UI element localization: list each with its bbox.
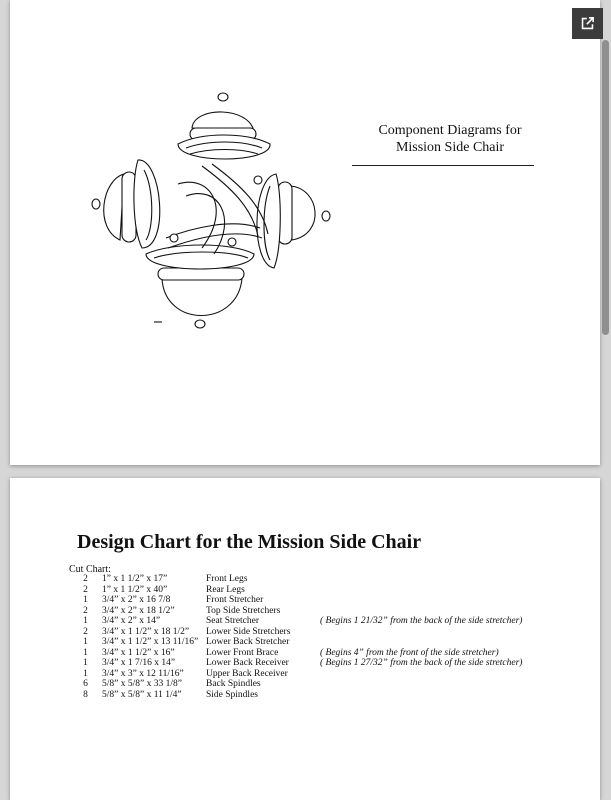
row-dimensions: 3/4” x 1 1/2” x 13 11/16” (102, 637, 199, 647)
row-part-name: Lower Back Stretcher (206, 637, 290, 647)
cut-chart-label: Cut Chart: (69, 564, 111, 575)
cut-chart-row (69, 595, 522, 606)
row-quantity: 1 (83, 668, 88, 679)
cut-chart-row (69, 637, 522, 648)
row-part-name: Rear Legs (206, 584, 245, 595)
row-note: ( Begins 4” from the front of the side stretcher) (320, 647, 499, 658)
cut-chart-row (69, 585, 522, 596)
vertical-scrollbar-thumb[interactable] (602, 40, 609, 335)
row-part-name: Lower Front Brace (206, 647, 279, 658)
row-dimensions: 3/4” x 1 1/2” x 18 1/2” (102, 626, 190, 637)
cut-chart-row (69, 574, 522, 585)
row-quantity: 2 (83, 574, 88, 584)
row-part-name: Top Side Stretchers (206, 605, 281, 616)
row-dimensions: 3/4” x 3” x 12 11/16” (102, 668, 184, 679)
row-quantity: 8 (83, 689, 88, 700)
title-line-2: Mission Side Chair (395, 140, 505, 155)
row-quantity: 2 (83, 626, 88, 637)
row-quantity: 1 (83, 647, 88, 658)
row-part-name: Front Legs (206, 574, 248, 584)
row-part-name: Back Spindles (206, 679, 261, 689)
row-quantity: 2 (83, 584, 88, 595)
cut-chart-row (69, 669, 522, 680)
row-note (320, 679, 522, 690)
row-part-name: Upper Back Receiver (206, 668, 288, 679)
row-dimensions: 1” x 1 1/2” x 17” (102, 574, 168, 584)
row-note (320, 627, 522, 638)
cut-chart-row (69, 606, 522, 617)
row-part-name: Front Stretcher (206, 595, 264, 605)
row-dimensions: 1” x 1 1/2” x 40” (102, 584, 168, 595)
row-part-name: Side Spindles (206, 689, 258, 700)
row-note (320, 637, 522, 648)
row-quantity: 1 (83, 658, 88, 668)
open-in-new-window-button[interactable] (572, 8, 603, 39)
diagram-page-title (350, 122, 550, 156)
row-dimensions: 5/8” x 5/8” x 33 1/8” (102, 679, 182, 689)
row-quantity: 2 (83, 605, 88, 616)
cut-chart-row (69, 616, 522, 627)
row-dimensions: 3/4” x 2” x 16 7/8 (102, 595, 171, 605)
row-dimensions: 3/4” x 2” x 14” (102, 616, 161, 626)
cut-chart-row (69, 690, 522, 701)
row-note (320, 574, 522, 585)
row-part-name: Lower Back Receiver (206, 658, 289, 668)
row-note (320, 690, 522, 701)
row-note (320, 585, 522, 596)
row-quantity: 1 (83, 637, 88, 647)
row-note: ( Begins 1 21/32” from the back of the side stretcher) (320, 616, 523, 626)
cut-chart-table (69, 574, 522, 700)
row-note: ( Begins 1 27/32” from the back of the side stretcher) (320, 658, 523, 668)
open-in-new-icon (579, 15, 596, 32)
title-underline-divider (352, 165, 534, 166)
cut-chart-row (69, 679, 522, 690)
row-quantity: 1 (83, 595, 88, 605)
row-note (320, 606, 522, 617)
row-quantity: 1 (83, 616, 88, 626)
document-page-2 (10, 478, 600, 800)
row-dimensions: 3/4” x 1 1/2” x 16” (102, 647, 175, 658)
row-dimensions: 3/4” x 2” x 18 1/2” (102, 605, 175, 616)
row-note (320, 595, 522, 606)
title-line-1: Component Diagrams for (378, 123, 522, 138)
row-dimensions: 5/8” x 5/8” x 11 1/4” (102, 689, 182, 700)
row-note (320, 669, 522, 680)
cut-chart-row (69, 658, 522, 669)
row-part-name: Seat Stretcher (206, 616, 260, 626)
design-chart-heading: Design Chart for the Mission Side Chair (77, 531, 422, 553)
cut-chart-row (69, 627, 522, 638)
document-page-1 (10, 0, 600, 465)
row-dimensions: 3/4” x 1 7/16 x 14” (102, 658, 176, 668)
row-quantity: 6 (83, 679, 88, 689)
component-diagram-illustration (82, 88, 337, 333)
row-part-name: Lower Side Stretchers (206, 626, 291, 637)
cut-chart-row (69, 648, 522, 659)
